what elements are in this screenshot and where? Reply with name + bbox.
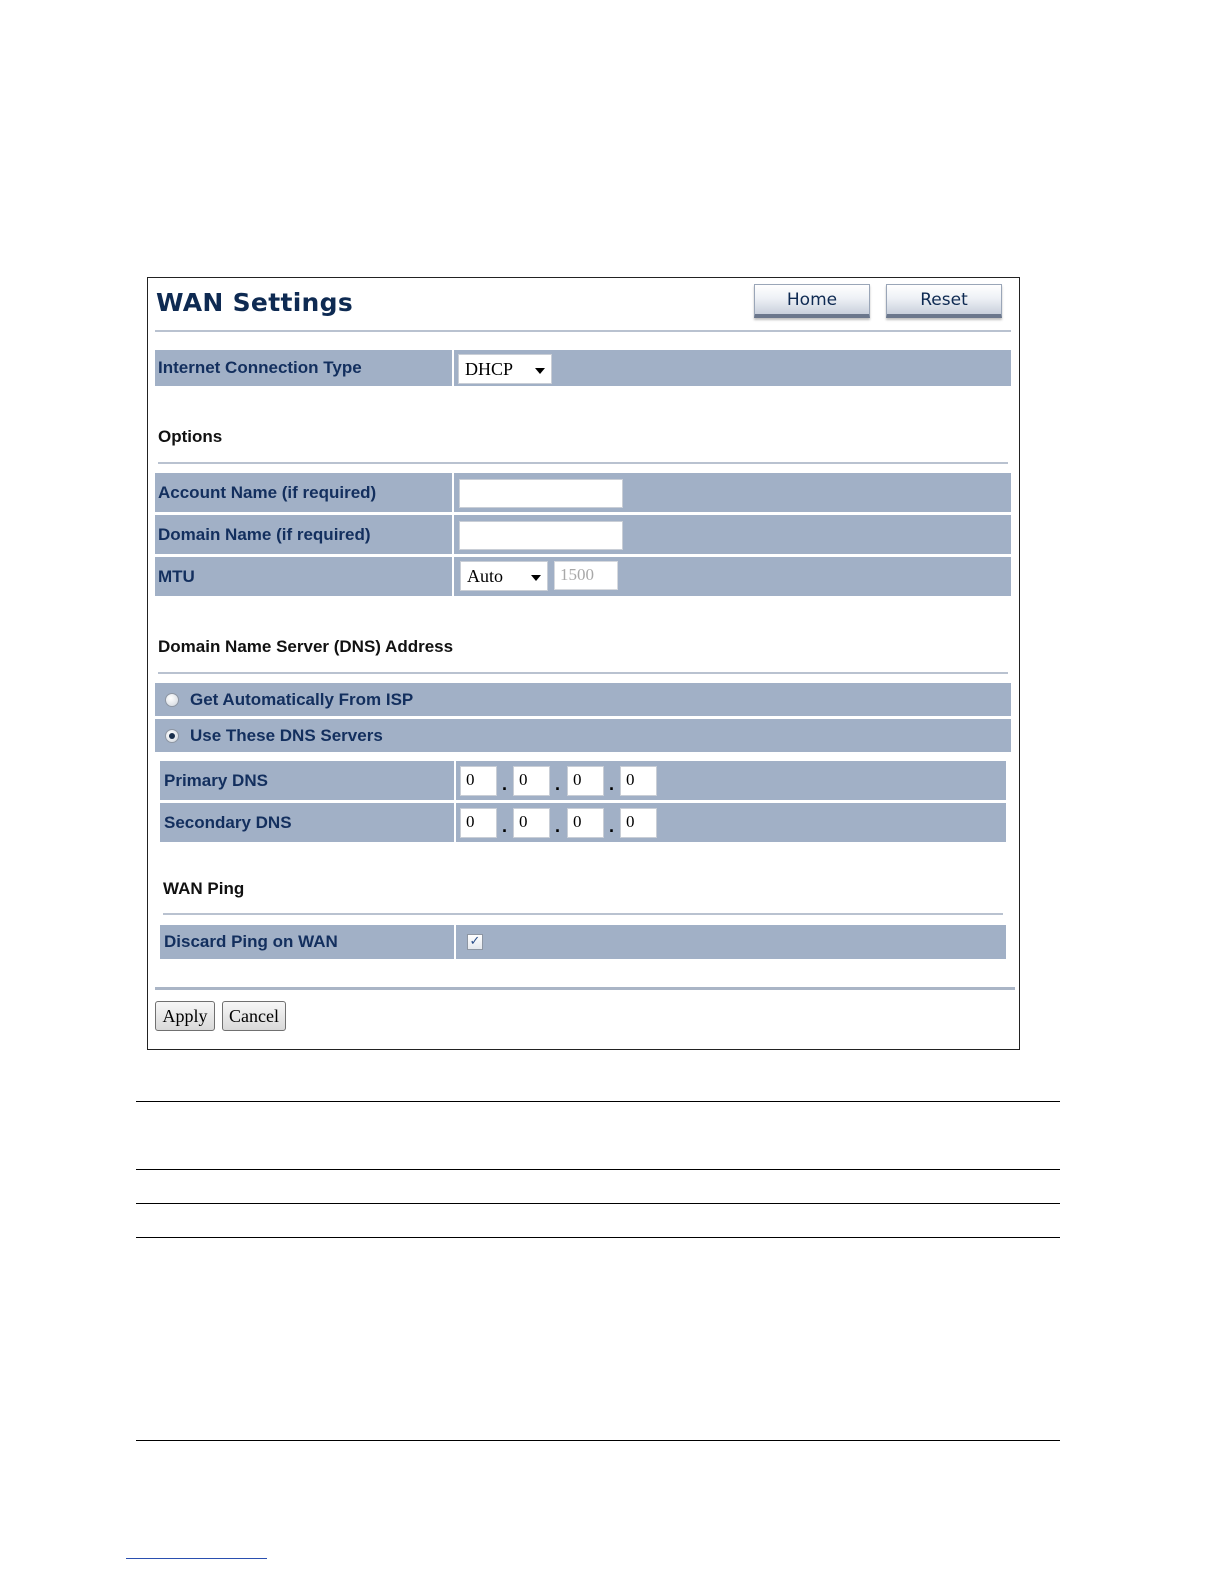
dns-auto-row[interactable] (155, 683, 1011, 716)
table-rule (136, 1440, 1060, 1441)
column-divider (452, 473, 454, 512)
primary-dns-octet-1[interactable]: 0 (460, 766, 497, 796)
page-title: WAN Settings (156, 288, 354, 317)
domain-name-input[interactable] (459, 521, 623, 550)
ip-separator: . (502, 774, 508, 794)
home-button[interactable]: Home (754, 284, 870, 318)
column-divider (452, 557, 454, 596)
account-name-input[interactable] (459, 479, 623, 508)
ip-separator: . (555, 816, 561, 836)
primary-dns-label: Primary DNS (164, 771, 268, 790)
chevron-down-icon (535, 368, 545, 374)
mtu-value-input[interactable]: 1500 (554, 561, 618, 590)
column-divider (454, 925, 456, 959)
secondary-dns-octet-1[interactable]: 0 (460, 808, 497, 838)
mtu-label: MTU (158, 567, 195, 586)
wan-settings-panel (147, 277, 1020, 1050)
secondary-dns-octet-2[interactable]: 0 (513, 808, 550, 838)
primary-dns-octet-3[interactable]: 0 (567, 766, 604, 796)
secondary-dns-octet-4[interactable]: 0 (620, 808, 657, 838)
options-heading: Options (158, 427, 223, 446)
footer-link-underline (126, 1558, 267, 1559)
ip-separator: . (609, 774, 615, 794)
connection-type-row (155, 350, 1011, 386)
mtu-mode-value: Auto (467, 566, 503, 586)
connection-type-select[interactable] (458, 354, 552, 384)
domain-name-label: Domain Name (if required) (158, 525, 371, 544)
chevron-down-icon (531, 575, 541, 581)
secondary-dns-octet-3[interactable]: 0 (567, 808, 604, 838)
primary-dns-octet-4[interactable]: 0 (620, 766, 657, 796)
ip-separator: . (555, 774, 561, 794)
column-divider (454, 761, 456, 800)
options-divider (158, 462, 1008, 464)
primary-dns-row (160, 761, 1006, 800)
mtu-mode-select[interactable] (460, 561, 548, 591)
dns-auto-radio[interactable] (165, 693, 179, 707)
connection-type-label: Internet Connection Type (158, 358, 362, 377)
table-rule (136, 1237, 1060, 1238)
apply-button[interactable]: Apply (155, 1001, 215, 1031)
connection-type-value: DHCP (465, 359, 514, 379)
reset-button[interactable]: Reset (886, 284, 1002, 318)
primary-dns-octet-2[interactable]: 0 (513, 766, 550, 796)
table-rule (136, 1169, 1060, 1170)
wan-ping-divider (163, 913, 1003, 915)
dns-auto-label: Get Automatically From ISP (190, 690, 414, 709)
secondary-dns-row (160, 803, 1006, 842)
discard-ping-row (160, 925, 1006, 959)
mtu-row (155, 557, 1011, 596)
title-divider (155, 330, 1011, 332)
account-name-label: Account Name (if required) (158, 483, 377, 502)
column-divider (452, 350, 454, 386)
footer-divider (155, 987, 1015, 990)
dns-manual-row[interactable] (155, 719, 1011, 752)
domain-name-row (155, 515, 1011, 554)
table-rule (136, 1101, 1060, 1102)
cancel-button[interactable]: Cancel (222, 1001, 286, 1031)
table-rule (136, 1203, 1060, 1204)
dns-divider (158, 672, 1008, 674)
wan-ping-heading: WAN Ping (163, 879, 245, 898)
dns-manual-label: Use These DNS Servers (190, 726, 383, 745)
account-name-row (155, 473, 1011, 512)
column-divider (452, 515, 454, 554)
discard-ping-label: Discard Ping on WAN (164, 932, 338, 951)
ip-separator: . (609, 816, 615, 836)
dns-manual-radio[interactable] (165, 729, 179, 743)
ip-separator: . (502, 816, 508, 836)
column-divider (454, 803, 456, 842)
dns-heading: Domain Name Server (DNS) Address (158, 637, 454, 656)
discard-ping-checkbox[interactable]: ✓ (467, 934, 483, 950)
secondary-dns-label: Secondary DNS (164, 813, 292, 832)
